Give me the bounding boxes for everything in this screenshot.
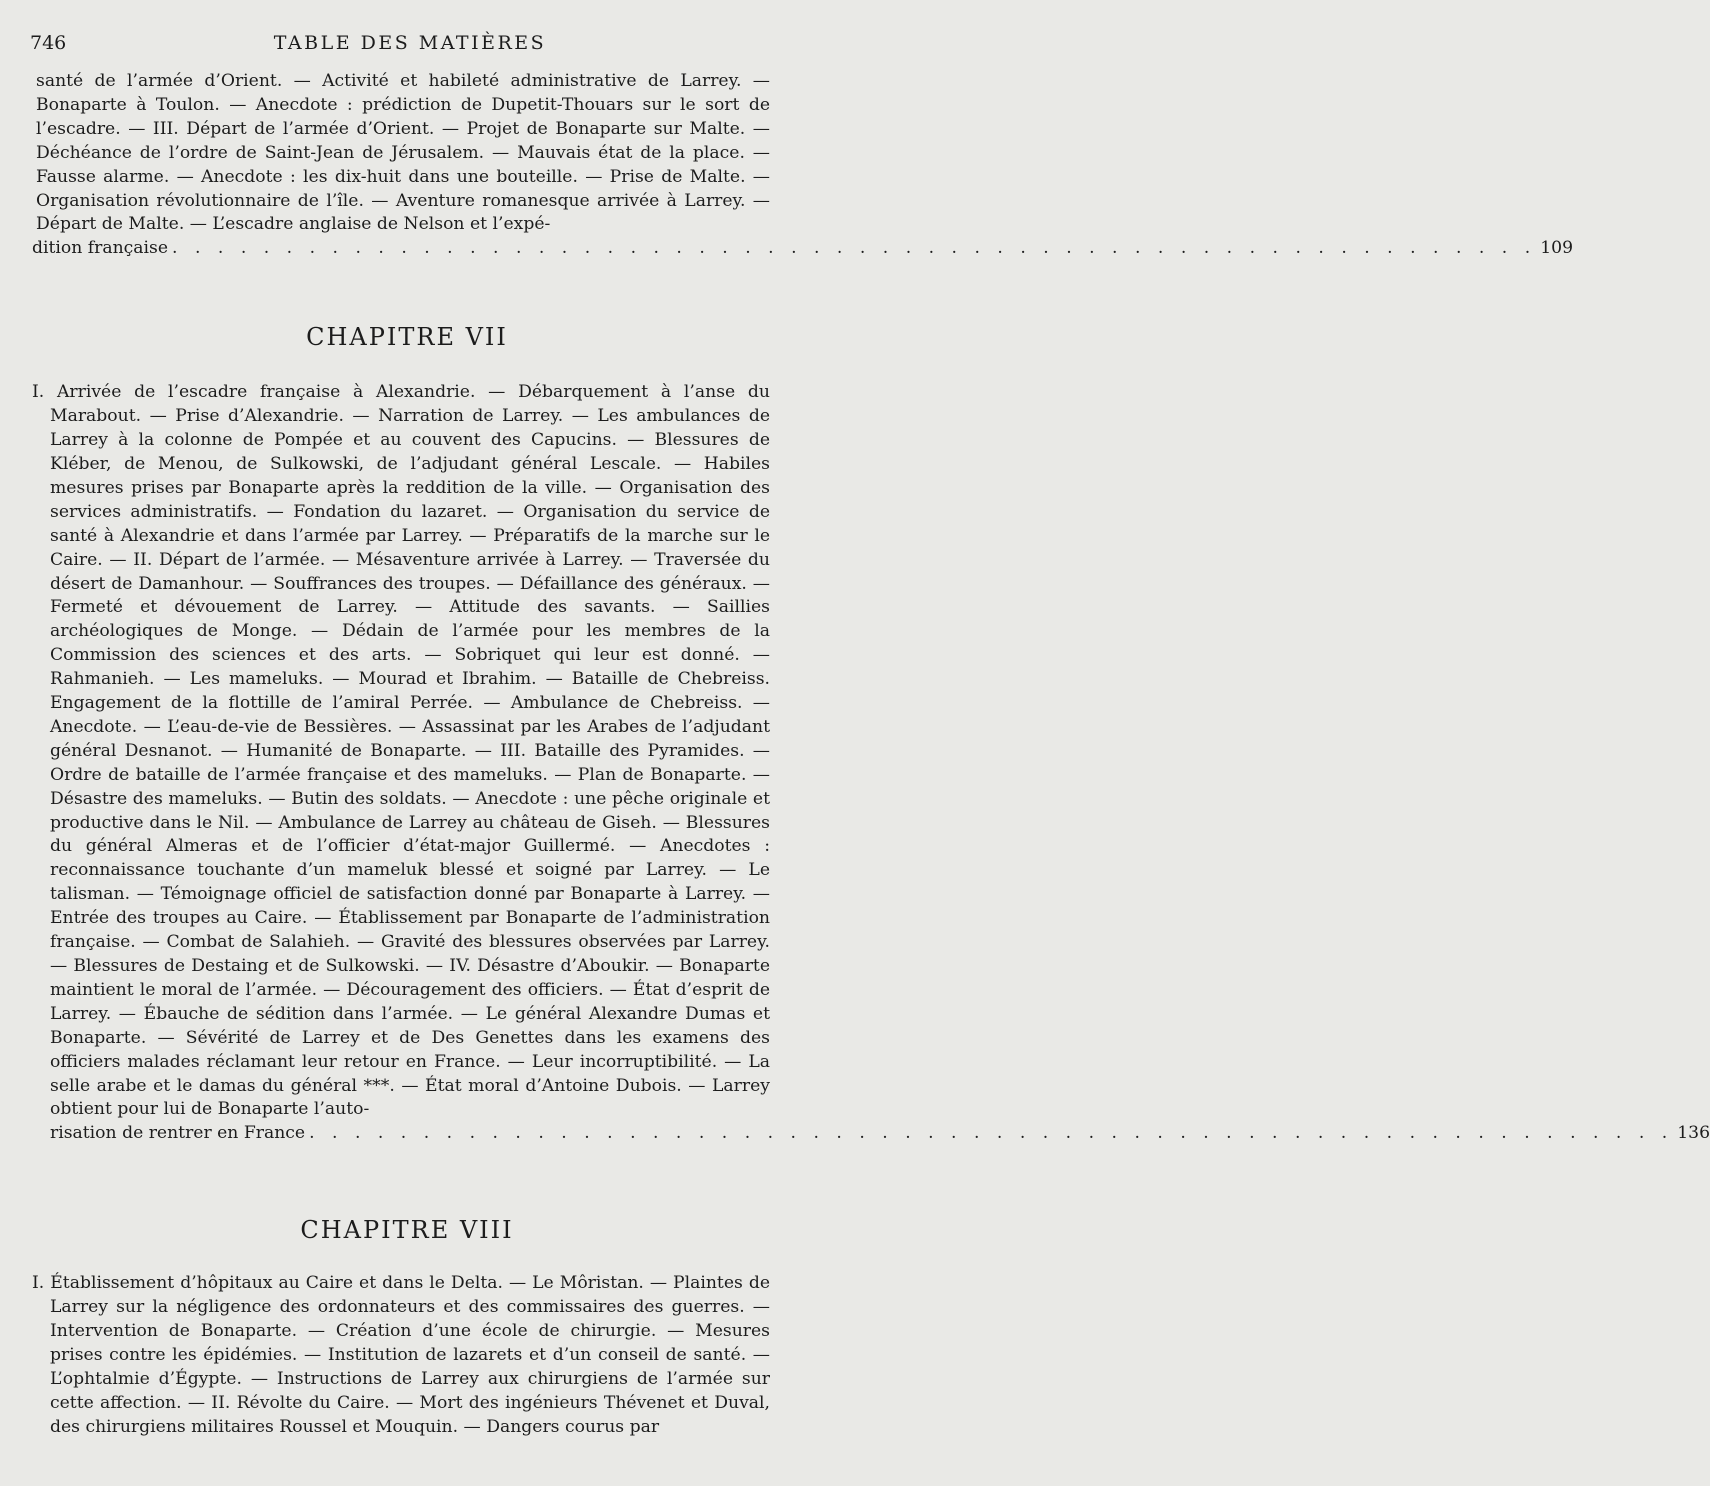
continuation-page-ref: 109: [1540, 238, 1574, 259]
continuation-end-text: dition française: [32, 238, 169, 259]
chapter6-continuation: [32, 70, 1574, 261]
page-number: 746: [30, 32, 67, 54]
dot-leader: . . . . . . . . . . . . . . . . . . . . . . . . . . . . . . . . . . . . . . . . . . . . . . . . . . . . . . . . . . . .: [309, 1123, 1674, 1144]
dot-leader: . . . . . . . . . . . . . . . . . . . . . . . . . . . . . . . . . . . . . . . . . . . . . . . . . . . . . . . . . . . .: [172, 238, 1537, 259]
chapter8-summary: [32, 1272, 770, 1439]
chapter8-heading: CHAPITRE VIII: [300, 1216, 514, 1245]
chapter7-end-text: risation de rentrer en France: [50, 1123, 306, 1144]
chapter7-heading: CHAPITRE VII: [306, 323, 508, 352]
chapter7-text: I. Arrivée de l’escadre française à Alexandrie. — Débarquement à l’anse du Marabout. — Prise d’Alexandrie. — Narration de Larrey. — Les ambulances de Larrey à la colonne de Pompée et au couvent des Capucins. — Blessures de Kléber, de Menou, de Sulkowski, de l’adjudant général Lescale. — Habiles mesures prises par Bonaparte après la reddition de la ville. — Organisation des services administratifs. — Fondation du lazaret. — Organisation du service de santé à Alexandrie et dans l’armée par Larrey. — Préparatifs de la marche sur le Caire. — II. Départ de l’armée. — Mésaventure arrivée à Larrey. — Traversée du désert de Damanhour. — Souffrances des troupes. — Défaillance des généraux. — Fermeté et dévouement de Larrey. — Attitude des savants. — Saillies archéologiques de Monge. — Dédain de l’armée pour les membres de la Commission des sciences et des arts. — Sobriquet qui leur est donné. — Rahmanieh. — Les mameluks. — Mourad et Ibrahim. — Bataille de Chebreiss. Engagement de la flottille de l’amiral Perrée. — Ambulance de Chebreiss. — Anecdote. — L’eau-de-vie de Bessières. — Assassinat par les Arabes de l’adjudant général Desnanot. — Humanité de Bonaparte. — III. Bataille des Pyramides. — Ordre de bataille de l’armée française et des mameluks. — Plan de Bonaparte. — Désastre des mameluks. — Butin des soldats. — Anecdote : une pêche originale et productive dans le Nil. — Ambulance de Larrey au château de Giseh. — Blessures du général Almeras et de l’officier d’état-major Guillermé. — Anecdotes : reconnaissance touchante d’un mameluk blessé et soigné par Larrey. — Le talisman. — Témoignage officiel de satisfaction donné par Bonaparte à Larrey. — Entrée des troupes au Caire. — Établissement par Bonaparte de l’administration française. — Combat de Salahieh. — Gravité des blessures observées par Larrey. — Blessures de Destaing et de Sulkowski. — IV. Désastre d’Aboukir. — Bonaparte maintient le moral de l’armée. — Découragement des officiers. — État d’esprit de Larrey. — Ébauche de sédition dans l’armée. — Le général Alexandre Dumas et Bonaparte. — Sévérité de Larrey et de Des Genettes dans les examens des officiers malades réclamant leur retour en France. — Leur incorruptibilité. — La selle arabe et le damas du général ***. — État moral d’Antoine Dubois. — Larrey obtient pour lui de Bonaparte l’auto-: [32, 382, 770, 1120]
running-header: [30, 32, 770, 58]
continuation-text: santé de l’armée d’Orient. — Activité et habileté administrative de Larrey. — Bonaparte à Toulon. — Anecdote : prédiction de Dupetit-Thouars sur le sort de l’escadre. — III. Départ de l’armée d’Orient. — Projet de Bonaparte sur Malte. — Déchéance de l’ordre de Saint-Jean de Jérusalem. — Mauvais état de la place. — Fausse alarme. — Anecdote : les dix-huit dans une bouteille. — Prise de Malte. — Organisation révolutionnaire de l’île. — Aventure romanesque arrivée à Larrey. — Départ de Malte. — L’escadre anglaise de Nelson et l’expé-: [36, 71, 770, 235]
chapter7-page-ref: 136: [1677, 1123, 1710, 1144]
continuation-toc-line: [32, 237, 1574, 261]
chapter7-toc-line: [32, 1122, 1710, 1146]
running-title: TABLE DES MATIÈRES: [273, 32, 547, 54]
chapter7-summary: [32, 381, 1710, 1146]
chapter8-text: I. Établissement d’hôpitaux au Caire et dans le Delta. — Le Môristan. — Plaintes de Larrey sur la négligence des ordonnateurs et des commissaires des guerres. — Intervention de Bonaparte. — Création d’une école de chirurgie. — Mesures prises contre les épidémies. — Institution de lazarets et d’un conseil de santé. — L’ophtalmie d’Égypte. — Instructions de Larrey aux chirurgiens de l’armée sur cette affection. — II. Révolte du Caire. — Mort des ingénieurs Thévenet et Duval, des chirurgiens militaires Roussel et Mouquin. — Dangers courus par: [32, 1273, 770, 1437]
